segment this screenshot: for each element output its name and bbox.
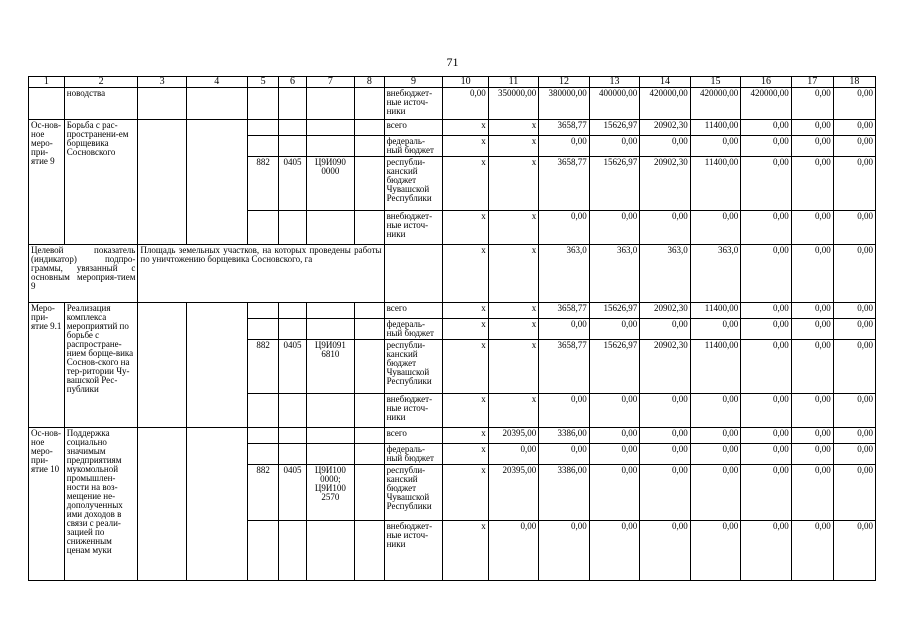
amount-cell: x xyxy=(488,157,539,211)
target-article-code: Ц9И100 0000; Ц9И100 2570 xyxy=(306,465,354,521)
amount-cell: 0,00 xyxy=(539,136,590,157)
target-article-code xyxy=(306,136,354,157)
column-number: 4 xyxy=(186,77,247,88)
amount-cell: 0,00 xyxy=(791,319,833,340)
amount-cell: 0,00 xyxy=(791,521,833,581)
amount-cell: 0,00 xyxy=(791,157,833,211)
amount-cell: 0,00 xyxy=(741,245,792,303)
funding-source xyxy=(384,245,443,303)
amount-cell: 0,00 xyxy=(741,120,792,136)
amount-cell: 0,00 xyxy=(791,303,833,319)
amount-cell: 11400,00 xyxy=(690,303,741,319)
column-number: 13 xyxy=(589,77,640,88)
grbs-code xyxy=(247,319,279,340)
amount-cell: 11400,00 xyxy=(690,340,741,394)
grbs-code xyxy=(247,120,279,136)
empty-cell xyxy=(355,319,384,340)
empty-cell xyxy=(355,120,384,136)
amount-cell: x xyxy=(443,428,488,444)
amount-cell: 420000,00 xyxy=(640,88,691,120)
column-number: 9 xyxy=(384,77,443,88)
empty-cell xyxy=(138,428,186,581)
amount-cell: 11400,00 xyxy=(690,120,741,136)
empty-cell xyxy=(138,88,186,120)
amount-cell: 3658,77 xyxy=(539,120,590,136)
amount-cell: 363,0 xyxy=(539,245,590,303)
event-name: Борьба с рас-пространени-ем борщевика Сосновского xyxy=(64,120,138,245)
amount-cell: 0,00 xyxy=(833,88,875,120)
table-row xyxy=(29,245,876,303)
amount-cell: 0,00 xyxy=(833,157,875,211)
empty-cell xyxy=(355,88,384,120)
amount-cell: 0,00 xyxy=(741,303,792,319)
grbs-code: 882 xyxy=(247,157,279,211)
amount-cell: 0,00 xyxy=(589,521,640,581)
amount-cell: 0,00 xyxy=(791,444,833,465)
amount-cell: 0,00 xyxy=(690,319,741,340)
column-number: 5 xyxy=(247,77,279,88)
amount-cell: 3658,77 xyxy=(539,303,590,319)
amount-cell: 0,00 xyxy=(640,428,691,444)
amount-cell: 0,00 xyxy=(833,211,875,245)
amount-cell: 15626,97 xyxy=(589,340,640,394)
amount-cell: x xyxy=(488,394,539,428)
amount-cell: 0,00 xyxy=(589,428,640,444)
amount-cell: 0,00 xyxy=(589,211,640,245)
target-article-code xyxy=(306,319,354,340)
empty-cell xyxy=(355,444,384,465)
amount-cell: 0,00 xyxy=(690,444,741,465)
amount-cell: 0,00 xyxy=(640,465,691,521)
amount-cell: x xyxy=(443,157,488,211)
amount-cell: 0,00 xyxy=(791,88,833,120)
amount-cell: x xyxy=(488,120,539,136)
empty-cell xyxy=(186,120,247,245)
funding-source: республи-канский бюджет Чувашской Республики xyxy=(384,157,443,211)
amount-cell: 15626,97 xyxy=(589,120,640,136)
amount-cell: x xyxy=(443,394,488,428)
amount-cell: 0,00 xyxy=(741,444,792,465)
amount-cell: 0,00 xyxy=(589,319,640,340)
grbs-code: 882 xyxy=(247,465,279,521)
amount-cell: 420000,00 xyxy=(690,88,741,120)
amount-cell: x xyxy=(488,319,539,340)
event-name: новодства xyxy=(64,88,138,120)
budget-table xyxy=(28,76,876,581)
amount-cell: 20902,30 xyxy=(640,303,691,319)
amount-cell: 20395,00 xyxy=(488,465,539,521)
amount-cell: 0,00 xyxy=(640,211,691,245)
amount-cell: 0,00 xyxy=(741,136,792,157)
grbs-code xyxy=(247,521,279,581)
amount-cell: 0,00 xyxy=(589,394,640,428)
target-article-code xyxy=(306,88,354,120)
empty-cell xyxy=(355,136,384,157)
amount-cell: x xyxy=(488,245,539,303)
column-number: 8 xyxy=(355,77,384,88)
grbs-code xyxy=(247,88,279,120)
amount-cell: 420000,00 xyxy=(741,88,792,120)
amount-cell: 0,00 xyxy=(741,340,792,394)
funding-source: внебюджет-ные источ-ники xyxy=(384,211,443,245)
amount-cell: 0,00 xyxy=(791,428,833,444)
section-code xyxy=(279,521,306,581)
amount-cell: 0,00 xyxy=(589,444,640,465)
column-number: 18 xyxy=(833,77,875,88)
column-number: 6 xyxy=(279,77,306,88)
indicator-description: Площадь земельных участков, на которых проведены работы по уничтожению борщевика Сосновского, га xyxy=(138,245,384,303)
funding-source: всего xyxy=(384,120,443,136)
event-label: Ос-нов-ное меро-при-ятие 9 xyxy=(29,120,65,245)
column-number: 2 xyxy=(64,77,138,88)
amount-cell: 0,00 xyxy=(833,394,875,428)
column-number: 17 xyxy=(791,77,833,88)
funding-source: республи-канский бюджет Чувашской Республики xyxy=(384,340,443,394)
section-code xyxy=(279,136,306,157)
amount-cell: 0,00 xyxy=(589,465,640,521)
grbs-code xyxy=(247,303,279,319)
amount-cell: 0,00 xyxy=(791,340,833,394)
amount-cell: 350000,00 xyxy=(488,88,539,120)
amount-cell: x xyxy=(443,444,488,465)
amount-cell: 363,0 xyxy=(690,245,741,303)
amount-cell: x xyxy=(443,120,488,136)
grbs-code: 882 xyxy=(247,340,279,394)
amount-cell: x xyxy=(488,136,539,157)
indicator-label: Целевой показатель (индикатор) подпро-граммы, увязанный с основным мероприя-тием 9 xyxy=(29,245,138,303)
amount-cell: 15626,97 xyxy=(589,303,640,319)
amount-cell: x xyxy=(443,465,488,521)
amount-cell: 0,00 xyxy=(791,136,833,157)
amount-cell: 0,00 xyxy=(640,319,691,340)
section-code xyxy=(279,394,306,428)
empty-cell xyxy=(355,211,384,245)
amount-cell: 3658,77 xyxy=(539,157,590,211)
target-article-code: Ц9И091 6810 xyxy=(306,340,354,394)
amount-cell: 0,00 xyxy=(741,465,792,521)
amount-cell: 0,00 xyxy=(833,245,875,303)
amount-cell: 0,00 xyxy=(640,394,691,428)
amount-cell: 0,00 xyxy=(741,319,792,340)
amount-cell: 20902,30 xyxy=(640,120,691,136)
amount-cell: 3386,00 xyxy=(539,428,590,444)
amount-cell: 20395,00 xyxy=(488,428,539,444)
grbs-code xyxy=(247,444,279,465)
target-article-code xyxy=(306,444,354,465)
empty-cell xyxy=(186,303,247,428)
event-name: Реализация комплекса мероприятий по борьбе с распростране-нием борще-вика Соснов-ского на тер-ритории Чу-вашской Рес-публики xyxy=(64,303,138,428)
amount-cell: 0,00 xyxy=(833,136,875,157)
amount-cell: 0,00 xyxy=(741,211,792,245)
target-article-code xyxy=(306,521,354,581)
section-code xyxy=(279,428,306,444)
amount-cell: 0,00 xyxy=(741,521,792,581)
empty-cell xyxy=(138,303,186,428)
amount-cell: 0,00 xyxy=(539,444,590,465)
grbs-code xyxy=(247,136,279,157)
amount-cell: 0,00 xyxy=(833,303,875,319)
amount-cell: 20902,30 xyxy=(640,157,691,211)
funding-source: внебюджет-ные источ-ники xyxy=(384,88,443,120)
empty-cell xyxy=(355,340,384,394)
amount-cell: x xyxy=(443,245,488,303)
amount-cell: 0,00 xyxy=(690,394,741,428)
event-name: Поддержка социально значимым предприятиям мукомольной промышлен-ности на воз-мещение не-дополученных ими доходов в связи с реали-зацией по сниженным ценам муки xyxy=(64,428,138,581)
amount-cell: 380000,00 xyxy=(539,88,590,120)
funding-source: республи-канский бюджет Чувашской Республики xyxy=(384,465,443,521)
target-article-code xyxy=(306,303,354,319)
amount-cell: 0,00 xyxy=(741,157,792,211)
amount-cell: 0,00 xyxy=(833,521,875,581)
column-number: 7 xyxy=(306,77,354,88)
target-article-code xyxy=(306,394,354,428)
amount-cell: 0,00 xyxy=(741,394,792,428)
column-number: 12 xyxy=(539,77,590,88)
empty-cell xyxy=(355,521,384,581)
amount-cell: 0,00 xyxy=(833,319,875,340)
empty-cell xyxy=(355,394,384,428)
amount-cell: 0,00 xyxy=(833,120,875,136)
table-row xyxy=(29,303,876,319)
column-number: 10 xyxy=(443,77,488,88)
funding-source: внебюджет-ные источ-ники xyxy=(384,394,443,428)
empty-cell xyxy=(355,465,384,521)
empty-cell xyxy=(355,157,384,211)
page-number: 71 xyxy=(446,55,459,69)
amount-cell: 0,00 xyxy=(539,394,590,428)
funding-source: федераль-ный бюджет xyxy=(384,136,443,157)
amount-cell: 11400,00 xyxy=(690,157,741,211)
target-article-code xyxy=(306,120,354,136)
column-number: 1 xyxy=(29,77,65,88)
funding-source: всего xyxy=(384,428,443,444)
section-code xyxy=(279,120,306,136)
event-label xyxy=(29,88,65,120)
amount-cell: 0,00 xyxy=(690,521,741,581)
amount-cell: x xyxy=(488,340,539,394)
section-code xyxy=(279,319,306,340)
amount-cell: 0,00 xyxy=(791,465,833,521)
amount-cell: x xyxy=(443,521,488,581)
amount-cell: x xyxy=(488,303,539,319)
column-number: 11 xyxy=(488,77,539,88)
column-number: 16 xyxy=(741,77,792,88)
amount-cell: x xyxy=(488,211,539,245)
amount-cell: x xyxy=(443,319,488,340)
column-number: 15 xyxy=(690,77,741,88)
funding-source: федераль-ный бюджет xyxy=(384,319,443,340)
section-code: 0405 xyxy=(279,157,306,211)
amount-cell: 0,00 xyxy=(539,319,590,340)
amount-cell: 0,00 xyxy=(640,521,691,581)
amount-cell: 0,00 xyxy=(791,211,833,245)
amount-cell: 0,00 xyxy=(690,136,741,157)
section-code: 0405 xyxy=(279,340,306,394)
amount-cell: 0,00 xyxy=(690,465,741,521)
amount-cell: 363,0 xyxy=(589,245,640,303)
amount-cell: 0,00 xyxy=(488,521,539,581)
empty-cell xyxy=(355,428,384,444)
amount-cell: 0,00 xyxy=(833,340,875,394)
empty-cell xyxy=(186,428,247,581)
event-label: Ос-нов-ное меро-при-ятие 10 xyxy=(29,428,65,581)
amount-cell: 0,00 xyxy=(791,394,833,428)
amount-cell: 3386,00 xyxy=(539,465,590,521)
amount-cell: 0,00 xyxy=(539,521,590,581)
amount-cell: 20902,30 xyxy=(640,340,691,394)
amount-cell: 0,00 xyxy=(539,211,590,245)
funding-source: внебюджет-ные источ-ники xyxy=(384,521,443,581)
amount-cell: 0,00 xyxy=(640,136,691,157)
funding-source: федераль-ный бюджет xyxy=(384,444,443,465)
section-code: 0405 xyxy=(279,465,306,521)
grbs-code xyxy=(247,394,279,428)
grbs-code xyxy=(247,211,279,245)
amount-cell: 3658,77 xyxy=(539,340,590,394)
section-code xyxy=(279,88,306,120)
amount-cell: 400000,00 xyxy=(589,88,640,120)
amount-cell: 0,00 xyxy=(640,444,691,465)
amount-cell: 0,00 xyxy=(833,465,875,521)
amount-cell: 0,00 xyxy=(791,245,833,303)
target-article-code: Ц9И090 0000 xyxy=(306,157,354,211)
amount-cell: x xyxy=(443,340,488,394)
section-code xyxy=(279,303,306,319)
grbs-code xyxy=(247,428,279,444)
column-number: 3 xyxy=(138,77,186,88)
empty-cell xyxy=(355,303,384,319)
amount-cell: 0,00 xyxy=(690,428,741,444)
funding-source: всего xyxy=(384,303,443,319)
column-number-row xyxy=(29,77,876,88)
amount-cell: x xyxy=(443,136,488,157)
amount-cell: 0,00 xyxy=(690,211,741,245)
empty-cell xyxy=(138,120,186,245)
event-label: Меро-при-ятие 9.1 xyxy=(29,303,65,428)
amount-cell: x xyxy=(443,303,488,319)
column-number: 14 xyxy=(640,77,691,88)
amount-cell: 15626,97 xyxy=(589,157,640,211)
amount-cell: 363,0 xyxy=(640,245,691,303)
amount-cell: 0,00 xyxy=(791,120,833,136)
table-row xyxy=(29,88,876,120)
amount-cell: x xyxy=(443,211,488,245)
amount-cell: 0,00 xyxy=(833,444,875,465)
amount-cell: 0,00 xyxy=(833,428,875,444)
table-row xyxy=(29,428,876,444)
empty-cell xyxy=(186,88,247,120)
section-code xyxy=(279,211,306,245)
section-code xyxy=(279,444,306,465)
target-article-code xyxy=(306,428,354,444)
table-row xyxy=(29,120,876,136)
amount-cell: 0,00 xyxy=(488,444,539,465)
amount-cell: 0,00 xyxy=(589,136,640,157)
target-article-code xyxy=(306,211,354,245)
amount-cell: 0,00 xyxy=(741,428,792,444)
amount-cell: 0,00 xyxy=(443,88,488,120)
